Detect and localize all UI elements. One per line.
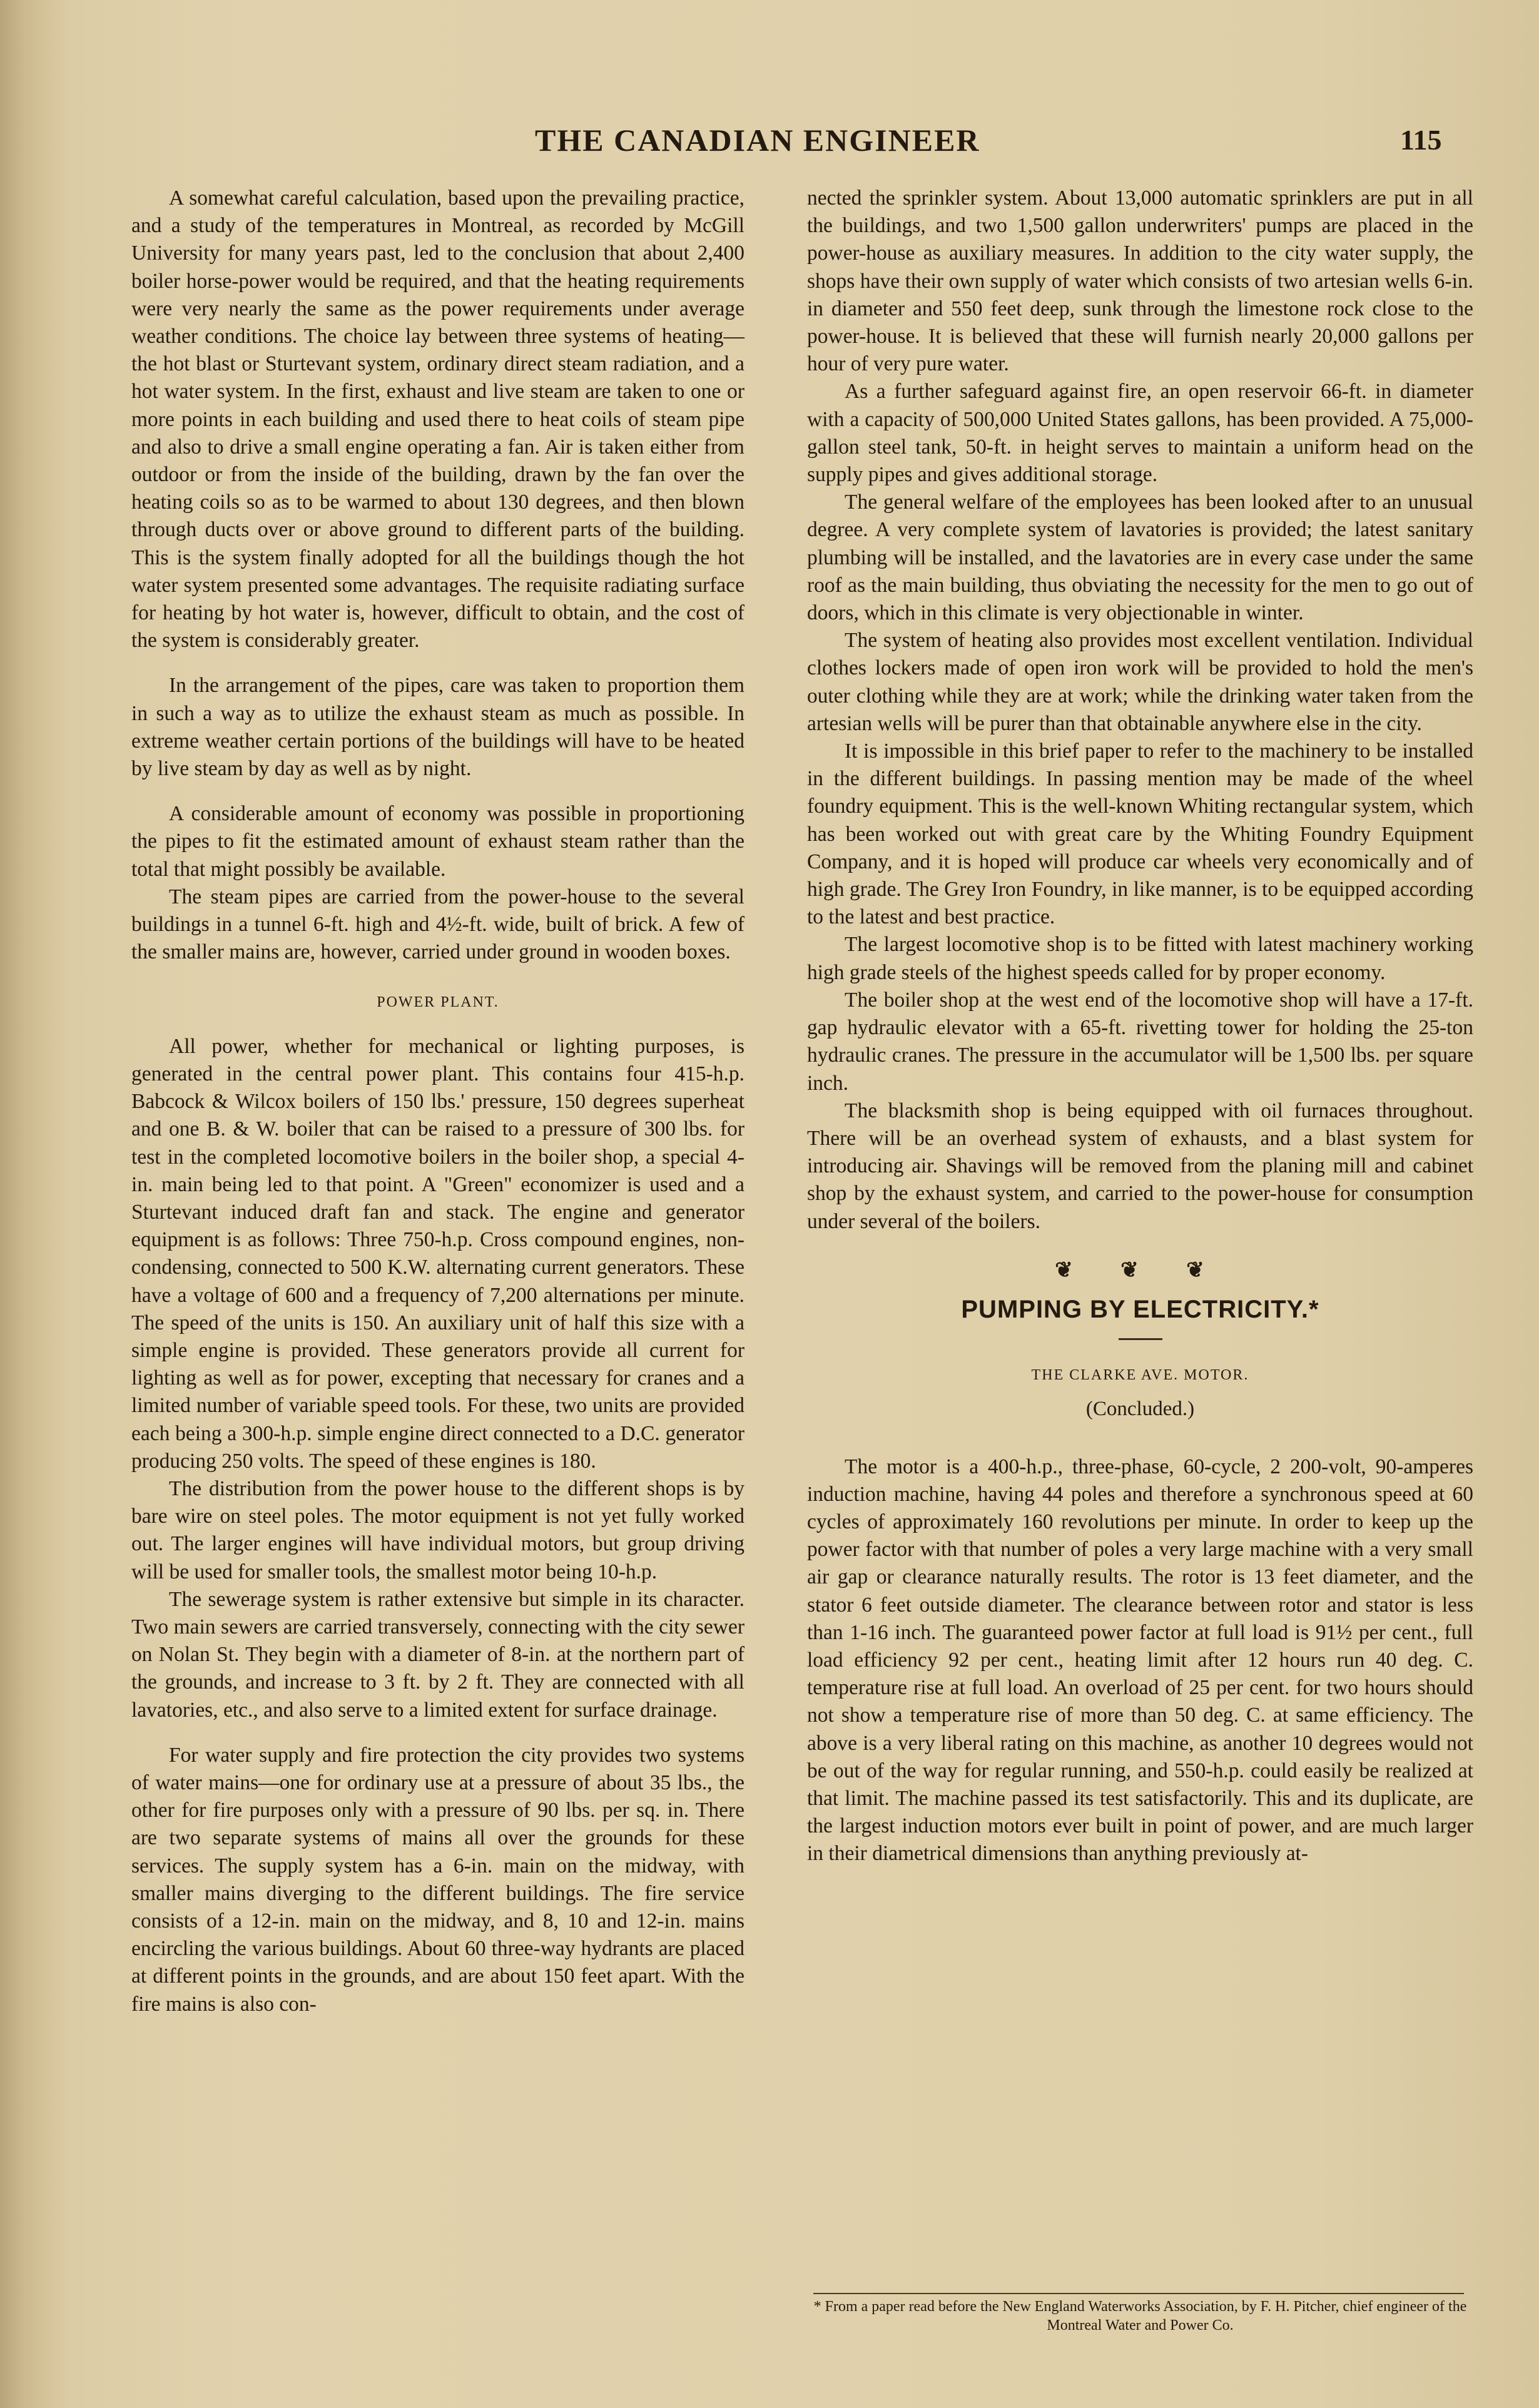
paragraph: The boiler shop at the west end of the locomotive shop will have a 17-ft. gap hydraulic elevator with a 65-ft. rivetting tower for holding the 25-ton hydraulic cranes. The pressure in the accumulator will be 1,500 lbs. per square inch. bbox=[807, 988, 1473, 1095]
paragraph: In the arrangement of the pipes, care was taken to proportion them in such a way as to utilize the exhaust steam as much as possible. In extreme weather certain portions of the buildings will have to be heated by live steam by day as well as by night. bbox=[131, 674, 744, 781]
ornament-divider: ❦ ❦ ❦ bbox=[1055, 1258, 1226, 1282]
paragraph: As a further safeguard against fire, an open reservoir 66-ft. in diameter with a capacity of 500,000 United States gallons, has been provided. A 75,000-gallon steel tank, 50-ft. in height serves to maintain a uniform head on the supply pipes and gives additional storage. bbox=[807, 380, 1473, 487]
section-heading: POWER PLANT. bbox=[377, 994, 499, 1011]
page-header bbox=[0, 122, 1539, 166]
paragraph: A somewhat careful calculation, based upon the prevailing practice, and a study of the temperatures in Montreal, as recorded by McGill University for many years past, led to the conclusion that about 2,400 boiler horse-power would be required, and that the heating requirements were very nearly the same as the power requirements under average weather conditions. The choice lay between three systems of heating—the hot blast or Sturtevant system, ordinary direct steam radiation, and a hot water system. In the first, exhaust and live steam are taken to one or more points in each building and used there to heat coils of steam pipe and also to drive a small engine operating a fan. Air is taken either from outdoor or from the inside of the building, drawn by the fan over the heating coils so as to be warmed to about 130 degrees, and then blown through ducts over or above ground to different parts of the building. This is the system finally adopted for all the buildings though the hot water system presented some advantages. The requisite radiating surface for heating by hot water is, however, difficult to obtain, and the cost of the system is considerably greater. bbox=[131, 186, 744, 653]
paragraph: The distribution from the power house to the different shops is by bare wire on steel poles. The motor equipment is not yet fully worked out. The larger engines will have individual motors, but group driving will be used for smaller tools, the smallest motor being 10-h.p. bbox=[131, 1476, 744, 1583]
article-concluded: (Concluded.) bbox=[1085, 1398, 1195, 1421]
paragraph: The steam pipes are carried from the power-house to the several buildings in a tunnel 6-ft. high and 4½-ft. wide, built of brick. A few of the smaller mains are, however, carried under ground in wooden boxes. bbox=[131, 885, 744, 964]
footnote-rule bbox=[813, 2293, 1464, 2294]
paragraph: The motor is a 400-h.p., three-phase, 60-cycle, 2 200-volt, 90-amperes induction machine, having 44 poles and therefore a synchronous speed at 60 cycles of approximately 160 revolutions per minute. In order to keep up the power factor with that number of poles a very large machine with a very small air gap or clearance naturally results. The rotor is 13 feet diameter, and the stator 6 feet outside diameter. The clearance between rotor and stator is less than 1-16 inch. The guaranteed power factor at full load is 91½ per cent., full load efficiency 92 per cent., heating limit after 12 hours run 40 deg. C. temperature rise at full load. An overload of 25 per cent. for two hours should not show a temperature rise of more than 50 deg. C. at same efficiency. The above is a very liberal rating on this machine, as another 10 degrees would not be out of the way for regular running, and 550-h.p. could easily be realized at that limit. The machine passed its test satisfactorily. This and its duplicate, are the largest induction motors ever built in point of power, and are much larger in their diametrical dimensions than anything previously at- bbox=[807, 1455, 1473, 1866]
page-number: 115 bbox=[1400, 124, 1442, 156]
paragraph: For water supply and fire protection the city provides two systems of water mains—one for ordinary use at a pressure of about 35 lbs., the other for fire purposes only with a pressure of 90 lbs. per sq. in. There are two separate systems of mains all over the grounds for these services. The supply system has a 6-in. main on the midway, with smaller mains diverging to the different buildings. The fire service consists of a 12-in. main on the midway, and 8, 10 and 12-in. mains encircling the various buildings. About 60 three-way hydrants are placed at different points in the grounds, and are about 150 feet apart. With the fire mains is also con- bbox=[131, 1743, 744, 2016]
paragraph: nected the sprinkler system. About 13,000 automatic sprinklers are put in all the buildings, and two 1,500 gallon underwriters' pumps are placed in the power-house as auxiliary measures. In addition to the city water supply, the shops have their own supply of water which consists of two artesian wells 6-in. in diameter and 550 feet deep, sunk through the limestone rock close to the power-house. It is believed that these will furnish nearly 20,000 gallons per hour of very pure water. bbox=[807, 186, 1473, 376]
paragraph: The general welfare of the employees has been looked after to an unusual degree. A very complete system of lavatories is provided; the latest sanitary plumbing will be installed, and the lavatories are in every case under the same roof as the main building, thus obviating the necessity for the men to go out of doors, which in this climate is very objectionable in winter. bbox=[807, 490, 1473, 625]
article-subhead: THE CLARKE AVE. MOTOR. bbox=[1031, 1367, 1249, 1384]
paragraph: The system of heating also provides most excellent ventilation. Individual clothes lockers made of open iron work will be provided to hold the men's outer clothing while they are at work; while the drinking water taken from the artesian wells will be purer than that obtainable anywhere else in the city. bbox=[807, 629, 1473, 735]
right-column bbox=[807, 185, 1473, 1868]
paragraph: It is impossible in this brief paper to refer to the machinery to be installed in the different buildings. In passing mention may be made of the wheel foundry equipment. This is the well-known Whiting rectangular system, which has been worked out with great care by the Whiting Foundry Equipment Company, and it is hoped will produce car wheels very economically and of high grade. The Grey Iron Foundry, in like manner, is to be equipped according to the latest and best practice. bbox=[807, 739, 1473, 929]
paragraph: The sewerage system is rather extensive but simple in its character. Two main sewers are carried transversely, connecting with the city sewer on Nolan St. They begin with a diameter of 8-in. at the northern part of the grounds, and increase to 3 ft. by 2 ft. They are connected with all lavatories, etc., and also serve to a limited extent for surface drainage. bbox=[131, 1587, 744, 1722]
title-rule bbox=[1119, 1338, 1162, 1340]
paragraph: A considerable amount of economy was possible in proportioning the pipes to fit the estimated amount of exhaust steam rather than the total that might possibly be available. bbox=[131, 802, 744, 881]
article-title: PUMPING BY ELECTRICITY.* bbox=[961, 1295, 1319, 1323]
paragraph: All power, whether for mechanical or lighting purposes, is generated in the central power plant. This contains four 415-h.p. Babcock & Wilcox boilers of 150 lbs.' pressure, 150 degrees superheat and one B. & W. boiler that can be raised to a pressure of 300 lbs. for test in the completed locomotive boilers in the boiler shop, a special 4-in. main being led to that point. A "Green" economizer is used and a Sturtevant induced draft fan and stack. The engine and generator equipment is as follows: Three 750-h.p. Cross compound engines, non-condensing, connected to 500 K.W. alternating current generators. These have a voltage of 600 and a frequency of 7,200 alternations per minute. The speed of the units is 150. An auxiliary unit of half this size with a simple engine is provided. These generators provide all current for lighting as well as for power, excepting that necessary for cranes and a limited number of variable speed tools. For these, two units are provided each being a 300-h.p. simple engine direct connected to a D.C. generator producing 250 volts. The speed of these engines is 180. bbox=[131, 1034, 744, 1473]
paragraph: The largest locomotive shop is to be fitted with latest machinery working high grade steels of the highest speeds called for by proper economy. bbox=[807, 933, 1473, 984]
journal-title: THE CANADIAN ENGINEER bbox=[535, 123, 980, 158]
left-column bbox=[131, 185, 744, 2018]
paragraph: The blacksmith shop is being equipped with oil furnaces throughout. There will be an overhead system of exhausts, and a blast system for introducing air. Shavings will be removed from the planing mill and cabinet shop by the exhaust system, and carried to the power-house for consumption under several of the boilers. bbox=[807, 1099, 1473, 1233]
footnote: * From a paper read before the New England Waterworks Association, by F. H. Pitcher, chief engineer of the Montreal Water and Power Co. bbox=[813, 2299, 1467, 2334]
